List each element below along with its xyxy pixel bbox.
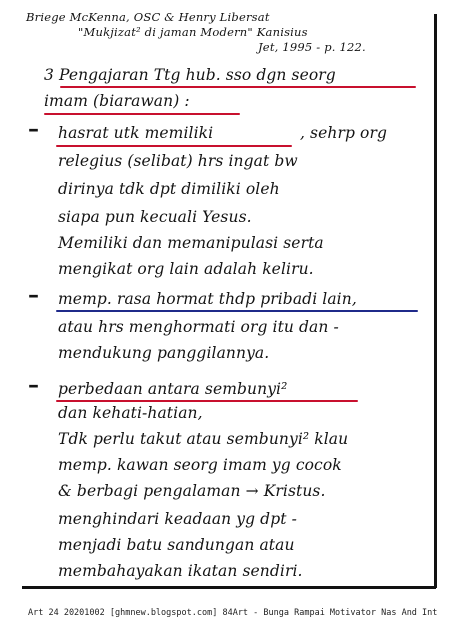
point-3-line-8: membahayakan ikatan sendiri. (58, 562, 303, 580)
point-1-line-5: Memiliki dan memanipulasi serta (58, 234, 324, 252)
heading-underline-1 (60, 86, 416, 88)
point-1-line-6: mengikat org lain adalah keliru. (58, 260, 314, 278)
point-3-title-underline (56, 400, 358, 402)
source-line-1: Briege McKenna, OSC & Henry Libersat (26, 10, 270, 24)
point-1-line-1-rest: , sehrp org (300, 124, 387, 142)
point-2-line-2: atau hrs menghormati org itu dan - (58, 318, 339, 336)
point-3-line-5: & berbagi pengalaman → Kristus. (58, 482, 326, 500)
point-3-line-2: dan kehati-hatian, (58, 404, 203, 422)
point-2-line-3: mendukung panggilannya. (58, 344, 270, 362)
point-1-line-4: siapa pun kecuali Yesus. (58, 208, 252, 226)
page-frame-right-edge (434, 14, 437, 588)
source-line-3: Jet, 1995 - p. 122. (258, 40, 366, 54)
point-3-bullet: – (28, 372, 39, 398)
point-2-bullet: – (28, 282, 39, 308)
point-3-line-6: menghindari keadaan yg dpt - (58, 510, 297, 528)
point-1-line-2: relegius (selibat) hrs ingat bw (58, 152, 298, 170)
point-1-line-3: dirinya tdk dpt dimiliki oleh (58, 180, 280, 198)
point-3-line-4: memp. kawan seorg imam yg cocok (58, 456, 342, 474)
heading-line-2: imam (biarawan) : (44, 92, 190, 110)
point-2-title-underline (56, 310, 418, 312)
point-1-title: hasrat utk memiliki (58, 124, 214, 142)
heading-underline-2 (44, 113, 240, 115)
point-3-title: perbedaan antara sembunyi² (58, 380, 288, 398)
point-1-bullet: – (28, 116, 39, 142)
page-frame-bottom-edge (22, 586, 436, 589)
point-2-title: memp. rasa hormat thdp pribadi lain, (58, 290, 357, 308)
footer-caption: Art 24 20201002 [ghmnew.blogspot.com] 84Art - Bunga Rampai Motivator Nas And Int (28, 608, 438, 618)
heading-line-1: 3 Pengajaran Ttg hub. sso dgn seorg (44, 66, 336, 84)
point-3-line-7: menjadi batu sandungan atau (58, 536, 295, 554)
point-3-line-3: Tdk perlu takut atau sembunyi² klau (58, 430, 349, 448)
point-1-title-underline (56, 145, 292, 147)
source-line-2: "Mukjizat² di jaman Modern" Kanisius (78, 25, 308, 39)
